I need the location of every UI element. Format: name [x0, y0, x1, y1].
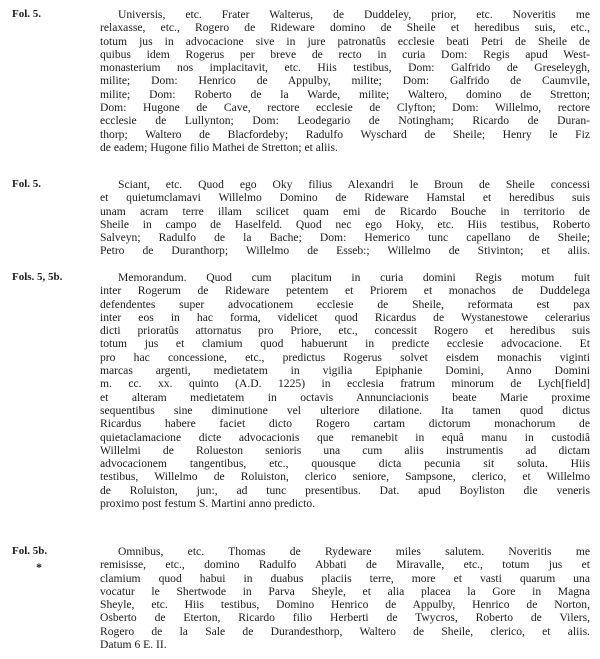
- folio-reference: Fol. 5b.: [12, 545, 48, 557]
- text-line: milite; Dom: Henrico de Appulby, milite; Dom: Galfrido de Caumvile,: [100, 74, 590, 88]
- asterisk-mark: *: [36, 560, 42, 574]
- text-line: proximo post festum S. Martini anno predicto.: [100, 497, 316, 511]
- text-line: Dom: Hugone de Cave, rectore ecclesie de Clyfton; Dom: Willelmo, rectore: [100, 101, 590, 115]
- entry-text: [100, 178, 590, 258]
- text-line: defendentes super advocationem ecclesie de Sheile, reformata est pax: [100, 297, 590, 311]
- folio-reference: Fol. 5.: [12, 8, 42, 20]
- text-line: pro hac concessione, etc., predictus Rogerus solvet eisdem monachis viginti: [100, 350, 590, 364]
- text-line: vocatur le Shertwode in Parva Sheyle, et alia placea la Gore in Magna: [100, 584, 590, 598]
- text-line: marcas argenti, medietatem in vigilia Epiphanie Domini, Anno Domini: [100, 364, 590, 378]
- text-line: Willelmi de Rolueston senioris una cum aliis instrumentis ad dictam: [100, 443, 590, 457]
- text-line: clamium quod habui in duabus placiis terre, more et vasti quarum una: [100, 571, 590, 585]
- text-line: sequentibus sine diminutione vel ulteriore dilatione. Ita tamen quod dictus: [100, 403, 590, 417]
- text-line: Sciant, etc. Quod ego Oky filius Alexandri le Broun de Sheile concessi: [118, 178, 590, 191]
- text-line: de Roluiston, jun:, ad tunc presentibus. Dat. apud Boyliston die veneris: [100, 483, 590, 497]
- text-line: testibus, Willelmo de Roluiston, clerico seniore, Sampsone, clerico, et Willelmo: [100, 470, 590, 484]
- text-line: quibus idem Rogerus per breve de recto in curia Dom: Regis apud West-: [100, 47, 590, 61]
- text-line: Salveyn; Radulfo de la Bache; Dom: Hemerico tunc capellano de Sheile;: [100, 231, 590, 245]
- text-line: Petro de Duranthorp; Willelmo de Esseb:; Willelmo de Stivinton; et aliis.: [100, 244, 590, 258]
- text-line: relaxasse, etc., Rogero de Rideware domino de Sheile et heredibus suis, etc.,: [100, 21, 590, 35]
- text-line: Ricardus habere faciet dicto Rogero cartam dictorum monachorum de: [100, 417, 590, 431]
- text-line: inter eos in hac forma, videlicet quod Ricardus de Wystanestowe celerarius: [100, 310, 590, 324]
- text-line: remisisse, etc., domino Radulfo Abbati de Miravalle, etc., totum jus et: [100, 558, 590, 572]
- text-line: Osberto de Eterton, Ricardo filio Herberti de Twycros, Roberto de Vilers,: [100, 611, 590, 625]
- entry-text: [100, 8, 590, 154]
- text-line: Memorandum. Quod cum placitum in curia domini Regis motum fuit: [118, 271, 590, 284]
- text-line: et quietumclamavi Willelmo Domino de Rideware Hamstal et heredibus suis: [100, 191, 590, 205]
- text-line: inter Rogerum de Rideware petentem et Priorem et monachos de Duddelega: [100, 284, 590, 298]
- text-line: totum jus et clamium quod habuerunt in predicte ecclesie advocacione. Et: [100, 337, 590, 351]
- text-line: Omnibus, etc. Thomas de Rydeware miles salutem. Noveritis me: [118, 545, 590, 558]
- text-line: quietaclamacione dicte advocacionis que remanebit in equâ manu in custodiâ: [100, 430, 590, 444]
- text-line: thorp; Waltero de Blacfordeby; Radulfo Wyschard de Sheile; Henry le Fiz: [100, 127, 590, 141]
- folio-reference: Fols. 5, 5b.: [12, 271, 63, 283]
- text-line: de eadem; Hugone filio Mathei de Stretton; et aliis.: [100, 140, 338, 154]
- folio-reference: Fol. 5.: [12, 178, 42, 190]
- text-line: Sheile in campo de Haselfeld. Quod nec ego Hoky, etc. Hiis testibus, Roberto: [100, 217, 590, 231]
- entry-text: [100, 545, 590, 651]
- text-line: Rogero de la Sale de Durandesthorp, Waltero de Sheile, clerico, et aliis.: [100, 624, 590, 638]
- text-line: dicti prioratûs attornatus pro Priore, etc., concessit Rogero et heredibus suis: [100, 324, 590, 338]
- text-line: ecclesie de Lullynton; Dom: Leodegario de Notingham; Ricardo de Duran-: [100, 114, 590, 128]
- text-line: milite; Dom: Roberto de la Warde, milite; Waltero, domino de Stretton;: [100, 87, 590, 101]
- text-line: Datum 6 E. II.: [100, 638, 167, 652]
- text-line: advocacionem tangentibus, etc., quousque dicta pecunia sit soluta. Hiis: [100, 457, 590, 471]
- text-line: m. cc. xx. quinto (A.D. 1225) in ecclesia fratrum minorum de Lych[field]: [100, 377, 590, 391]
- text-line: Universis, etc. Frater Walterus, de Duddeley, prior, etc. Noveritis me: [118, 8, 590, 21]
- text-line: monasterium nos implacitavit, etc. Hiis testibus, Dom: Galfrido de Greseleygh,: [100, 61, 590, 75]
- text-line: et alteram medietatem in octavis Annunciacionis beate Marie proxime: [100, 390, 590, 404]
- text-line: totum jus in advocacione sive in jure patronatûs ecclesie beati Petri de Sheile de: [100, 34, 590, 48]
- entry-text: [100, 271, 590, 510]
- text-line: unam acram terre illam scilicet quam emi de Ricardo Bouche in territorio de: [100, 204, 590, 218]
- text-line: Sheyle, etc. Hiis testibus, Domino Henrico de Appulby, Henrico de Norton,: [100, 598, 590, 612]
